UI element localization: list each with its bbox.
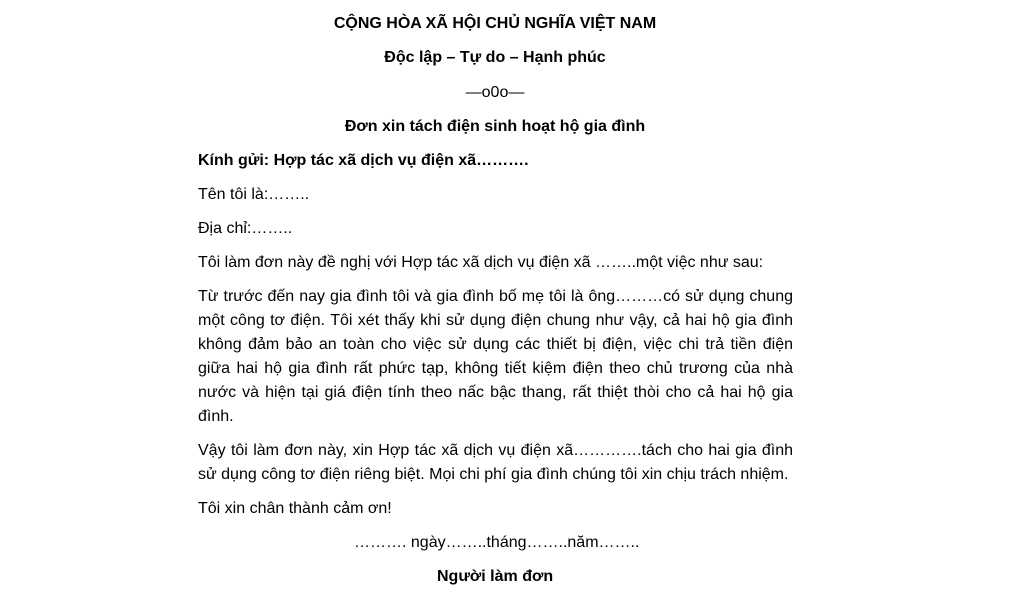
date-line: ………. ngày……..tháng……..năm…….. bbox=[354, 534, 640, 551]
thanks-line: Tôi xin chân thành cảm ơn! bbox=[198, 500, 392, 517]
address-line: Địa chỉ:…….. bbox=[198, 220, 293, 237]
recipient-line: Kính gửi: Hợp tác xã dịch vụ điện xã………. bbox=[198, 152, 529, 169]
national-title: CỘNG HÒA XÃ HỘI CHỦ NGHĨA VIỆT NAM bbox=[333, 15, 657, 32]
name-line: Tên tôi là:…….. bbox=[198, 186, 310, 203]
document-title: Đơn xin tách điện sinh hoạt hộ gia đình bbox=[344, 118, 646, 135]
separator: —o0o— bbox=[465, 84, 525, 101]
motto: Độc lập – Tự do – Hạnh phúc bbox=[384, 49, 606, 66]
intro-line: Tôi làm đơn này đề nghị với Hợp tác xã dịch vụ điện xã ……..một việc như sau: bbox=[198, 254, 764, 271]
body-paragraph-2: Vậy tôi làm đơn này, xin Hợp tác xã dịch vụ điện xã………….tách cho hai gia đình sử dụng công tơ điện riêng biệt. Mọi chi phí gia đình chúng tôi xin chịu trách nhiệm. bbox=[198, 442, 793, 483]
body-paragraph-1: Từ trước đến nay gia đình tôi và gia đình bố mẹ tôi là ông………có sử dụng chung một công tơ điện. Tôi xét thấy khi sử dụng điện chung như vậy, cả hai hộ gia đình không đảm bảo an toàn cho việc sử dụng các thiết bị điện, việc chi trả tiền điện giữa hai hộ gia đình rất phức tạp, không tiết kiệm điện theo chủ trương của nhà nước và hiện tại giá điện tính theo nấc bậc thang, rất thiệt thòi cho cả hai hộ gia đình. bbox=[198, 288, 793, 425]
signer-label: Người làm đơn bbox=[437, 568, 554, 585]
